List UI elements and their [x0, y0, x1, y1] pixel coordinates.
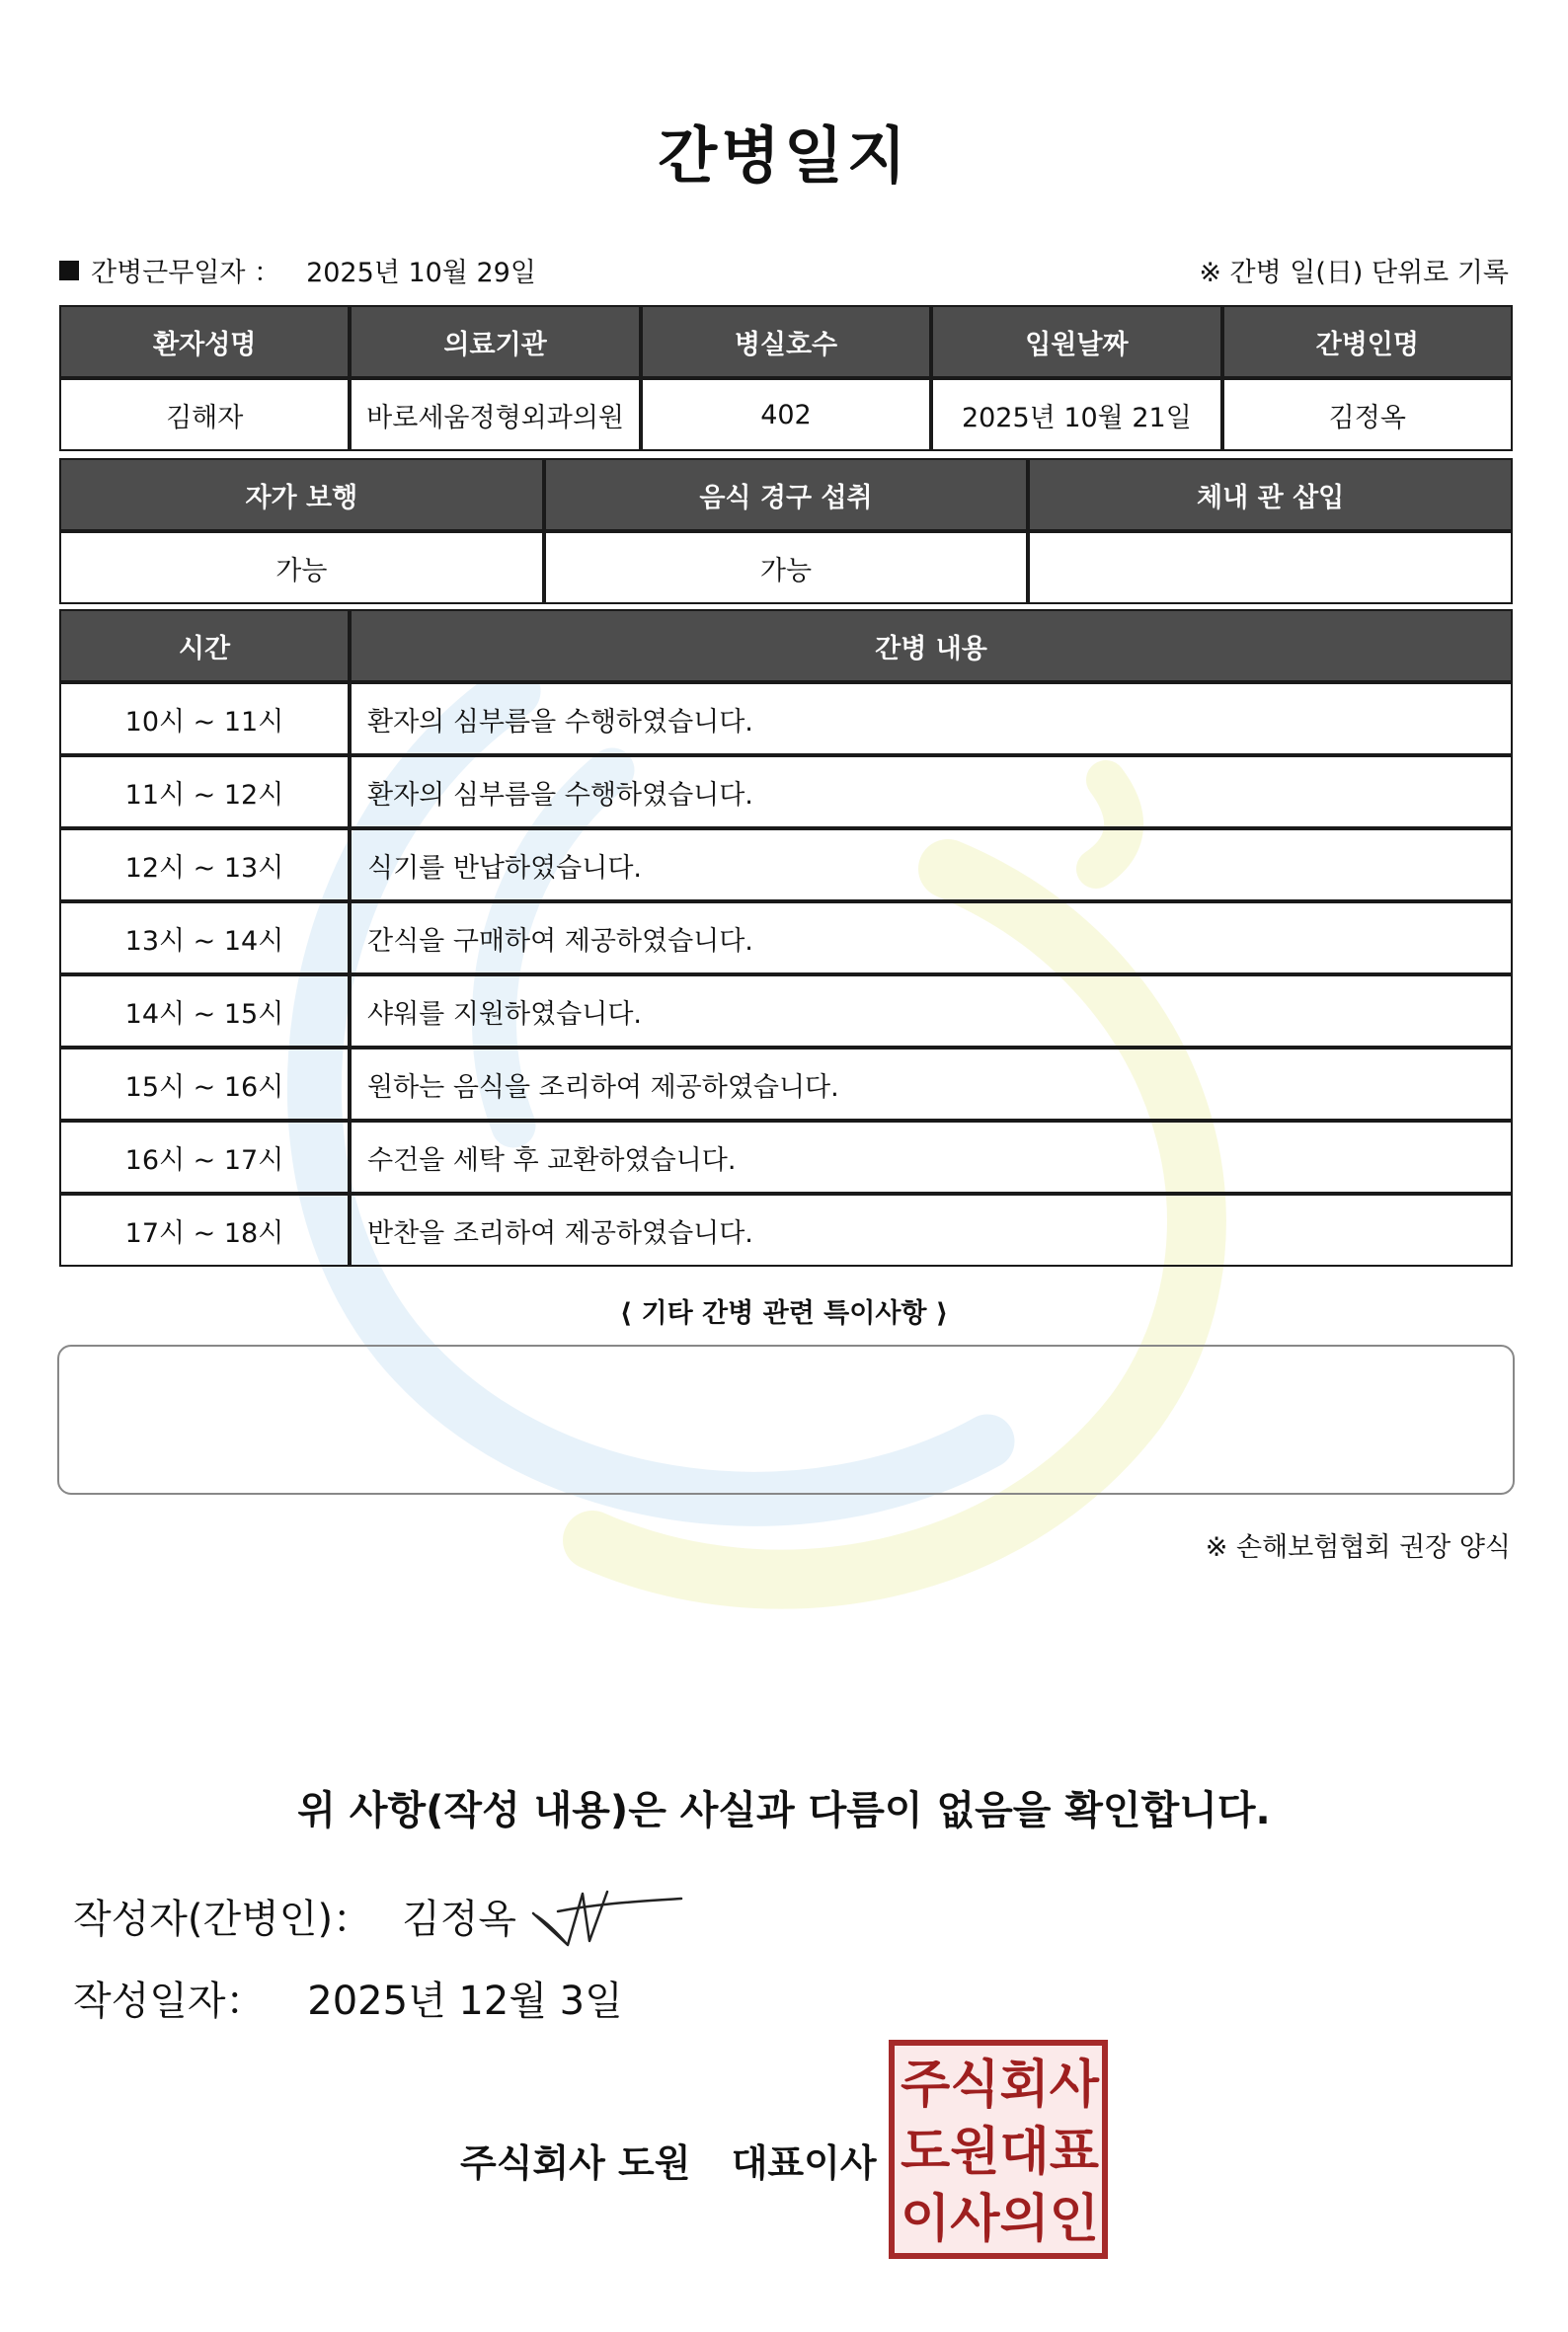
header-tube-insertion: 체내 관 삽입: [1028, 458, 1513, 531]
company-role: 대표이사: [731, 2141, 877, 2185]
special-notes-title: ⟨ 기타 간병 관련 특이사항 ⟩: [619, 1298, 949, 1329]
table-row: [59, 1121, 1513, 1194]
table-row: [59, 974, 1513, 1048]
header-caregiver-name: 간병인명: [1222, 305, 1513, 378]
special-notes-box: [57, 1345, 1515, 1495]
table-row: [59, 1194, 1513, 1267]
tube-insertion-status: [1028, 531, 1513, 604]
log-time: 10시 ~ 11시: [59, 682, 350, 755]
log-time: 17시 ~ 18시: [59, 1194, 350, 1267]
log-time: 14시 ~ 15시: [59, 974, 350, 1048]
company-name: 주식회사 도원: [460, 2141, 691, 2185]
page-title: 간병일지: [658, 119, 910, 192]
log-content: 수건을 세탁 후 교환하였습니다.: [350, 1121, 1513, 1194]
oral-intake-status: 가능: [544, 531, 1029, 604]
care-log-table: [59, 609, 1513, 1267]
room-number: 402: [641, 378, 931, 451]
seal-char: 대: [999, 2122, 1050, 2182]
header-time: 시간: [59, 609, 350, 682]
write-date-label: 작성일자：: [73, 1979, 266, 2024]
record-unit-note: ※ 간병 일(日) 단위로 기록: [1199, 258, 1509, 288]
header-admission-date: 입원날짜: [931, 305, 1221, 378]
table-header-row: [59, 305, 1513, 378]
table-row: [59, 901, 1513, 974]
seal-char: 원: [950, 2122, 1000, 2182]
walking-status: 가능: [59, 531, 544, 604]
seal-char: 식: [950, 2055, 1000, 2115]
log-time: 15시 ~ 16시: [59, 1048, 350, 1121]
write-date-value: 2025년 12월 3일: [307, 1979, 623, 2024]
seal-char: 회: [999, 2055, 1050, 2115]
admission-date: 2025년 10월 21일: [931, 378, 1221, 451]
square-bullet-icon: [59, 261, 79, 280]
writer-line: [73, 1888, 516, 1944]
confirmation-statement: 위 사항(작성 내용)은 사실과 다름이 없음을 확인합니다.: [297, 1788, 1271, 1833]
company-seal-stamp: [889, 2040, 1108, 2259]
header-walking: 자가 보행: [59, 458, 544, 531]
care-date-label: 간병근무일자 ：: [91, 258, 281, 288]
log-time: 13시 ~ 14시: [59, 901, 350, 974]
log-content: 환자의 심부름을 수행하였습니다.: [350, 682, 1513, 755]
table-row: [59, 755, 1513, 828]
log-time: 16시 ~ 17시: [59, 1121, 350, 1194]
table-header-row: [59, 609, 1513, 682]
care-date-value: 2025년 10월 29일: [306, 258, 536, 288]
seal-char: 인: [1049, 2189, 1099, 2249]
log-content: 샤워를 지원하였습니다.: [350, 974, 1513, 1048]
care-date: [59, 251, 536, 289]
table-row: [59, 828, 1513, 901]
log-content: 식기를 반납하였습니다.: [350, 828, 1513, 901]
hospital: 바로세움정형외과의원: [350, 378, 640, 451]
form-source-note: ※ 손해보험협회 권장 양식: [1205, 1532, 1511, 1563]
log-content: 원하는 음식을 조리하여 제공하였습니다.: [350, 1048, 1513, 1121]
log-content: 간식을 구매하여 제공하였습니다.: [350, 901, 1513, 974]
log-time: 12시 ~ 13시: [59, 828, 350, 901]
patient-info-table: [59, 305, 1513, 451]
seal-char: 사: [950, 2189, 1000, 2249]
write-date-line: [73, 1970, 623, 2026]
log-content: 환자의 심부름을 수행하였습니다.: [350, 755, 1513, 828]
log-time: 11시 ~ 12시: [59, 755, 350, 828]
header-hospital: 의료기관: [350, 305, 640, 378]
writer-name: 김정옥: [402, 1897, 516, 1942]
seal-char: 이: [901, 2189, 951, 2249]
table-header-row: [59, 458, 1513, 531]
seal-char: 도: [901, 2122, 951, 2182]
company-line: [460, 2133, 877, 2187]
seal-char: 주: [901, 2055, 951, 2115]
table-row: [59, 531, 1513, 604]
writer-label: 작성자(간병인)：: [73, 1897, 373, 1942]
header-room: 병실호수: [641, 305, 931, 378]
patient-status-table: [59, 458, 1513, 604]
seal-char: 표: [1049, 2122, 1099, 2182]
seal-char: 의: [999, 2189, 1050, 2249]
table-row: [59, 1048, 1513, 1121]
caregiver-name: 김정옥: [1222, 378, 1513, 451]
header-care-content: 간병 내용: [350, 609, 1513, 682]
table-row: [59, 682, 1513, 755]
table-row: [59, 378, 1513, 451]
patient-name: 김해자: [59, 378, 350, 451]
header-oral-intake: 음식 경구 섭취: [544, 458, 1029, 531]
log-content: 반찬을 조리하여 제공하였습니다.: [350, 1194, 1513, 1267]
handwritten-signature: [528, 1884, 686, 1953]
header-patient-name: 환자성명: [59, 305, 350, 378]
seal-char: 사: [1049, 2055, 1099, 2115]
